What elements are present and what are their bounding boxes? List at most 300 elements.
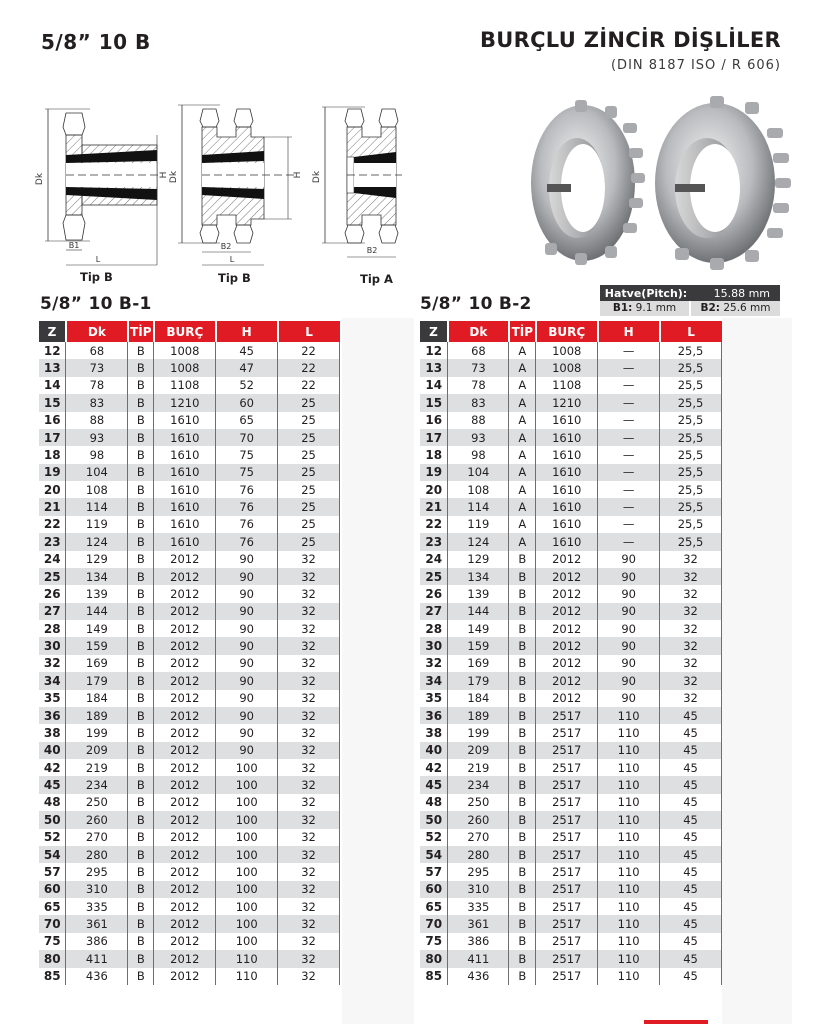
cell-dk: 335	[66, 898, 128, 915]
cell-l: 32	[278, 603, 340, 620]
cell-tip: B	[128, 394, 154, 411]
cell-l: 25,5	[660, 481, 722, 498]
table-row	[420, 446, 722, 463]
cell-h: 90	[598, 603, 660, 620]
cell-tip: B	[128, 794, 154, 811]
table-row	[39, 342, 340, 359]
cell-dk: 199	[448, 724, 509, 741]
cell-tip: B	[509, 759, 536, 776]
cell-dk: 234	[66, 776, 128, 793]
cell-burc: 2012	[154, 794, 216, 811]
column-header-dk: Dk	[448, 321, 509, 342]
cell-tip: B	[128, 533, 154, 550]
cell-z: 52	[43, 830, 61, 845]
cell-burc: 2012	[154, 933, 216, 950]
cell-h: 110	[598, 881, 660, 898]
cell-tip: B	[509, 881, 536, 898]
cell-tip: B	[128, 933, 154, 950]
cell-h: 100	[216, 846, 278, 863]
cell-tip: B	[509, 724, 536, 741]
cell-burc: 2012	[154, 620, 216, 637]
table-row	[39, 516, 340, 533]
cell-z: 35	[43, 691, 61, 706]
cell-burc: 2012	[154, 742, 216, 759]
table-row	[39, 551, 340, 568]
cell-burc: 1610	[536, 533, 598, 550]
cell-tip: B	[509, 898, 536, 915]
diagram-tip-b-double	[169, 105, 303, 265]
cell-tip: B	[128, 829, 154, 846]
cell-tip: B	[128, 968, 154, 985]
cell-h: —	[598, 412, 660, 429]
cell-z: 27	[39, 603, 66, 620]
cell-tip: B	[509, 637, 536, 654]
cell-tip: B	[509, 811, 536, 828]
table-row	[420, 950, 722, 967]
cell-l: 25,5	[660, 464, 722, 481]
cell-l: 32	[660, 603, 722, 620]
cell-burc: 1610	[154, 412, 216, 429]
cell-z: 26	[425, 586, 443, 601]
cell-z: 34	[420, 672, 448, 689]
cell-l: 25,5	[660, 377, 722, 394]
cell-dk: 73	[66, 359, 128, 376]
cell-tip: B	[128, 568, 154, 585]
cell-z: 12	[425, 343, 443, 358]
cell-dk: 159	[66, 637, 128, 654]
table-row	[39, 620, 340, 637]
cell-dk: 199	[66, 724, 128, 741]
cell-z: 28	[43, 621, 61, 636]
column-header-tip: TİP	[509, 321, 536, 342]
cell-l: 45	[660, 776, 722, 793]
cell-h: 110	[598, 707, 660, 724]
cell-h: 90	[216, 585, 278, 602]
cell-burc: 1610	[154, 464, 216, 481]
cell-burc: 2517	[536, 707, 598, 724]
table-row	[39, 446, 340, 463]
cell-tip: B	[128, 516, 154, 533]
cell-h: —	[598, 342, 660, 359]
cell-l: 45	[660, 794, 722, 811]
cell-l: 32	[278, 776, 340, 793]
cell-burc: 1610	[536, 412, 598, 429]
cell-l: 22	[278, 359, 340, 376]
cell-dk: 108	[448, 481, 509, 498]
cell-burc: 1610	[536, 516, 598, 533]
diagram-tip-b-single	[35, 109, 169, 265]
cell-h: 100	[216, 933, 278, 950]
table-row	[39, 759, 340, 776]
table-row	[39, 359, 340, 376]
cell-tip: B	[509, 968, 536, 985]
cell-tip: B	[128, 950, 154, 967]
cell-burc: 2012	[154, 655, 216, 672]
table-row	[420, 742, 722, 759]
table-row	[420, 933, 722, 950]
width-row	[600, 301, 780, 316]
cell-dk: 98	[448, 446, 509, 463]
table-row	[420, 846, 722, 863]
cell-h: 70	[216, 429, 278, 446]
table-row	[39, 846, 340, 863]
column-header-l: L	[278, 321, 340, 342]
cell-l: 25,5	[660, 516, 722, 533]
cell-l: 25	[278, 464, 340, 481]
cell-l: 25,5	[660, 533, 722, 550]
table-row	[420, 898, 722, 915]
cell-l: 25	[278, 394, 340, 411]
cell-h: —	[598, 464, 660, 481]
cell-dk: 219	[448, 759, 509, 776]
cell-dk: 411	[448, 950, 509, 967]
cell-l: 25	[278, 446, 340, 463]
cell-l: 25,5	[660, 412, 722, 429]
sprocket-single-icon	[531, 100, 645, 265]
cell-burc: 1610	[536, 481, 598, 498]
cell-l: 32	[660, 585, 722, 602]
cell-burc: 2012	[154, 672, 216, 689]
column-header-z: Z	[420, 321, 448, 342]
table-row	[420, 342, 722, 359]
cell-l: 32	[278, 551, 340, 568]
cell-burc: 2517	[536, 898, 598, 915]
cell-burc: 2012	[536, 620, 598, 637]
column-header-burc: BURÇ	[154, 321, 216, 342]
cell-h: 76	[216, 498, 278, 515]
cell-burc: 2517	[536, 863, 598, 880]
cell-z: 42	[425, 760, 443, 775]
cell-tip: A	[509, 533, 536, 550]
cell-burc: 1108	[536, 377, 598, 394]
cell-dk: 280	[66, 846, 128, 863]
cell-dk: 219	[66, 759, 128, 776]
cell-burc: 2012	[536, 672, 598, 689]
cell-h: 100	[216, 829, 278, 846]
cell-z: 28	[425, 621, 443, 636]
sprocket-table-b2	[420, 321, 722, 985]
cell-burc: 1610	[536, 498, 598, 515]
cell-dk: 73	[448, 359, 509, 376]
cell-burc: 1610	[536, 446, 598, 463]
cell-l: 32	[278, 898, 340, 915]
cell-h: 100	[216, 881, 278, 898]
cell-z: 32	[43, 656, 61, 671]
table-row	[39, 915, 340, 932]
svg-text:Dk: Dk	[312, 170, 322, 184]
cell-z: 45	[420, 776, 448, 793]
cell-tip: B	[128, 742, 154, 759]
cell-dk: 159	[448, 637, 509, 654]
cell-l: 32	[278, 707, 340, 724]
svg-text:L: L	[95, 255, 101, 264]
cell-dk: 88	[66, 412, 128, 429]
diagram-label-1: Tip B	[80, 270, 113, 284]
cell-z: 18	[425, 447, 443, 462]
cell-h: 110	[598, 863, 660, 880]
cell-dk: 386	[448, 933, 509, 950]
cell-l: 45	[660, 724, 722, 741]
cell-h: 100	[216, 794, 278, 811]
cell-tip: B	[509, 672, 536, 689]
cell-dk: 361	[448, 915, 509, 932]
cell-tip: B	[509, 655, 536, 672]
table-row	[420, 811, 722, 828]
cell-z: 57	[43, 864, 61, 879]
cell-l: 32	[278, 759, 340, 776]
cell-burc: 2012	[536, 637, 598, 654]
svg-text:L: L	[229, 255, 235, 264]
cell-dk: 260	[448, 811, 509, 828]
cell-h: 110	[598, 829, 660, 846]
table-row	[420, 533, 722, 550]
table-row	[39, 863, 340, 880]
pitch-value: 15.88 mm	[713, 286, 770, 300]
cell-z: 14	[43, 378, 61, 393]
cell-h: —	[598, 533, 660, 550]
cell-burc: 1610	[154, 481, 216, 498]
cell-dk: 209	[66, 742, 128, 759]
cell-tip: B	[509, 933, 536, 950]
b1-spec	[600, 301, 691, 316]
cell-h: 110	[598, 759, 660, 776]
cell-h: —	[598, 377, 660, 394]
cell-dk: 78	[66, 377, 128, 394]
cell-tip: B	[128, 707, 154, 724]
cell-l: 32	[278, 811, 340, 828]
cell-h: 52	[216, 377, 278, 394]
cell-burc: 1008	[536, 359, 598, 376]
cell-z: 15	[420, 394, 448, 411]
cell-z: 13	[39, 359, 66, 376]
table-row	[39, 933, 340, 950]
cell-tip: A	[509, 481, 536, 498]
cell-dk: 270	[66, 829, 128, 846]
table-row	[39, 707, 340, 724]
table-row	[420, 655, 722, 672]
cell-z: 20	[425, 482, 443, 497]
table-row	[39, 968, 340, 985]
cell-h: 110	[598, 968, 660, 985]
cell-dk: 179	[448, 672, 509, 689]
cell-burc: 2012	[536, 690, 598, 707]
cell-dk: 98	[66, 446, 128, 463]
cell-tip: B	[509, 603, 536, 620]
table-row	[39, 429, 340, 446]
cell-burc: 2517	[536, 742, 598, 759]
sprocket-product-image	[505, 88, 805, 283]
cell-z: 38	[425, 725, 443, 740]
cell-tip: B	[128, 429, 154, 446]
pitch-row	[600, 285, 780, 301]
table-row	[420, 429, 722, 446]
table-header-row	[39, 321, 340, 342]
cell-dk: 83	[66, 394, 128, 411]
cell-z: 30	[420, 637, 448, 654]
cell-tip: B	[128, 585, 154, 602]
cell-dk: 149	[448, 620, 509, 637]
cell-h: 110	[598, 794, 660, 811]
cell-dk: 295	[448, 863, 509, 880]
cell-l: 22	[278, 342, 340, 359]
b1-label: B1:	[612, 302, 633, 314]
cell-burc: 2517	[536, 811, 598, 828]
page-code: 5/8” 10 B	[41, 30, 151, 54]
cell-burc: 1008	[154, 342, 216, 359]
cell-h: 90	[216, 551, 278, 568]
cell-tip: B	[509, 794, 536, 811]
cell-h: 76	[216, 481, 278, 498]
cell-dk: 280	[448, 846, 509, 863]
table-title-b2: 5/8” 10 B-2	[420, 294, 532, 314]
cell-z: 21	[420, 498, 448, 515]
cell-z: 27	[420, 603, 448, 620]
cell-l: 25,5	[660, 394, 722, 411]
table-row	[420, 829, 722, 846]
cell-z: 16	[43, 413, 61, 428]
cell-tip: B	[509, 620, 536, 637]
cell-l: 25	[278, 533, 340, 550]
cell-z: 38	[43, 725, 61, 740]
cell-h: 90	[598, 690, 660, 707]
pitch-label: Hatve(Pitch):	[604, 286, 688, 300]
cell-burc: 2517	[536, 950, 598, 967]
cell-tip: B	[128, 637, 154, 654]
cell-h: 90	[598, 568, 660, 585]
cell-burc: 1610	[154, 446, 216, 463]
cell-dk: 270	[448, 829, 509, 846]
cell-tip: A	[509, 429, 536, 446]
table-header-row	[420, 321, 722, 342]
cell-z: 22	[425, 517, 443, 532]
cell-burc: 2012	[154, 759, 216, 776]
cell-burc: 1610	[154, 533, 216, 550]
cell-h: 100	[216, 898, 278, 915]
cell-l: 32	[660, 620, 722, 637]
cell-z: 54	[420, 846, 448, 863]
cell-tip: B	[128, 811, 154, 828]
cell-z: 45	[39, 776, 66, 793]
column-header-z: Z	[39, 321, 66, 342]
column-header-tip: TİP	[128, 321, 154, 342]
table-row	[420, 724, 722, 741]
table-row	[39, 829, 340, 846]
cell-tip: B	[509, 568, 536, 585]
cell-tip: B	[128, 481, 154, 498]
cell-burc: 2517	[536, 915, 598, 932]
cell-h: 90	[598, 672, 660, 689]
cell-z: 24	[425, 552, 443, 567]
cell-z: 23	[39, 533, 66, 550]
cell-dk: 78	[448, 377, 509, 394]
cell-l: 32	[278, 568, 340, 585]
table-row	[39, 603, 340, 620]
column-header-burc: BURÇ	[536, 321, 598, 342]
cell-tip: B	[128, 724, 154, 741]
cell-tip: B	[128, 898, 154, 915]
cell-burc: 2517	[536, 794, 598, 811]
cell-dk: 104	[448, 464, 509, 481]
cell-l: 32	[278, 655, 340, 672]
cell-dk: 295	[66, 863, 128, 880]
table-row	[39, 724, 340, 741]
cell-burc: 2012	[154, 603, 216, 620]
cell-tip: B	[509, 829, 536, 846]
cell-z: 40	[39, 742, 66, 759]
cell-h: 90	[216, 672, 278, 689]
b1-value: 9.1 mm	[635, 302, 677, 314]
table-row	[39, 585, 340, 602]
cell-burc: 2012	[154, 551, 216, 568]
cell-l: 32	[278, 794, 340, 811]
cell-tip: B	[128, 690, 154, 707]
table-row	[420, 863, 722, 880]
cell-burc: 2517	[536, 933, 598, 950]
cell-z: 80	[420, 950, 448, 967]
cell-l: 25	[278, 481, 340, 498]
table-row	[39, 776, 340, 793]
cell-z: 57	[425, 864, 443, 879]
cell-tip: B	[509, 846, 536, 863]
cell-burc: 2012	[154, 568, 216, 585]
cell-h: 110	[216, 950, 278, 967]
column-header-dk: Dk	[66, 321, 128, 342]
cell-h: —	[598, 516, 660, 533]
cell-z: 23	[420, 533, 448, 550]
cell-h: —	[598, 498, 660, 515]
cell-h: 90	[598, 551, 660, 568]
cell-tip: B	[128, 603, 154, 620]
cell-l: 32	[278, 968, 340, 985]
table-row	[420, 707, 722, 724]
cell-z: 50	[420, 811, 448, 828]
page-tab-marker	[644, 1020, 708, 1024]
cell-tip: B	[128, 551, 154, 568]
cell-l: 32	[660, 672, 722, 689]
b2-spec	[691, 301, 780, 316]
cell-burc: 2012	[154, 776, 216, 793]
cell-l: 45	[660, 811, 722, 828]
cell-z: 65	[43, 899, 61, 914]
cell-burc: 2517	[536, 829, 598, 846]
cell-burc: 1008	[536, 342, 598, 359]
cell-h: —	[598, 429, 660, 446]
svg-text:B2: B2	[220, 242, 232, 251]
cell-burc: 2012	[154, 968, 216, 985]
cell-l: 32	[278, 915, 340, 932]
cell-dk: 83	[448, 394, 509, 411]
cell-z: 21	[39, 498, 66, 515]
table-row	[39, 481, 340, 498]
cell-l: 25	[278, 429, 340, 446]
cell-dk: 119	[448, 516, 509, 533]
cell-l: 45	[660, 707, 722, 724]
cell-h: 90	[598, 620, 660, 637]
cell-l: 45	[660, 759, 722, 776]
cell-tip: B	[509, 863, 536, 880]
table-row	[420, 794, 722, 811]
table-row	[39, 568, 340, 585]
cell-tip: B	[128, 412, 154, 429]
cell-z: 32	[425, 656, 443, 671]
cell-z: 19	[39, 464, 66, 481]
cell-burc: 2517	[536, 968, 598, 985]
cell-dk: 119	[66, 516, 128, 533]
svg-text:H: H	[293, 171, 303, 179]
cell-tip: B	[509, 950, 536, 967]
sprocket-double-icon	[655, 96, 791, 270]
cell-tip: B	[128, 759, 154, 776]
